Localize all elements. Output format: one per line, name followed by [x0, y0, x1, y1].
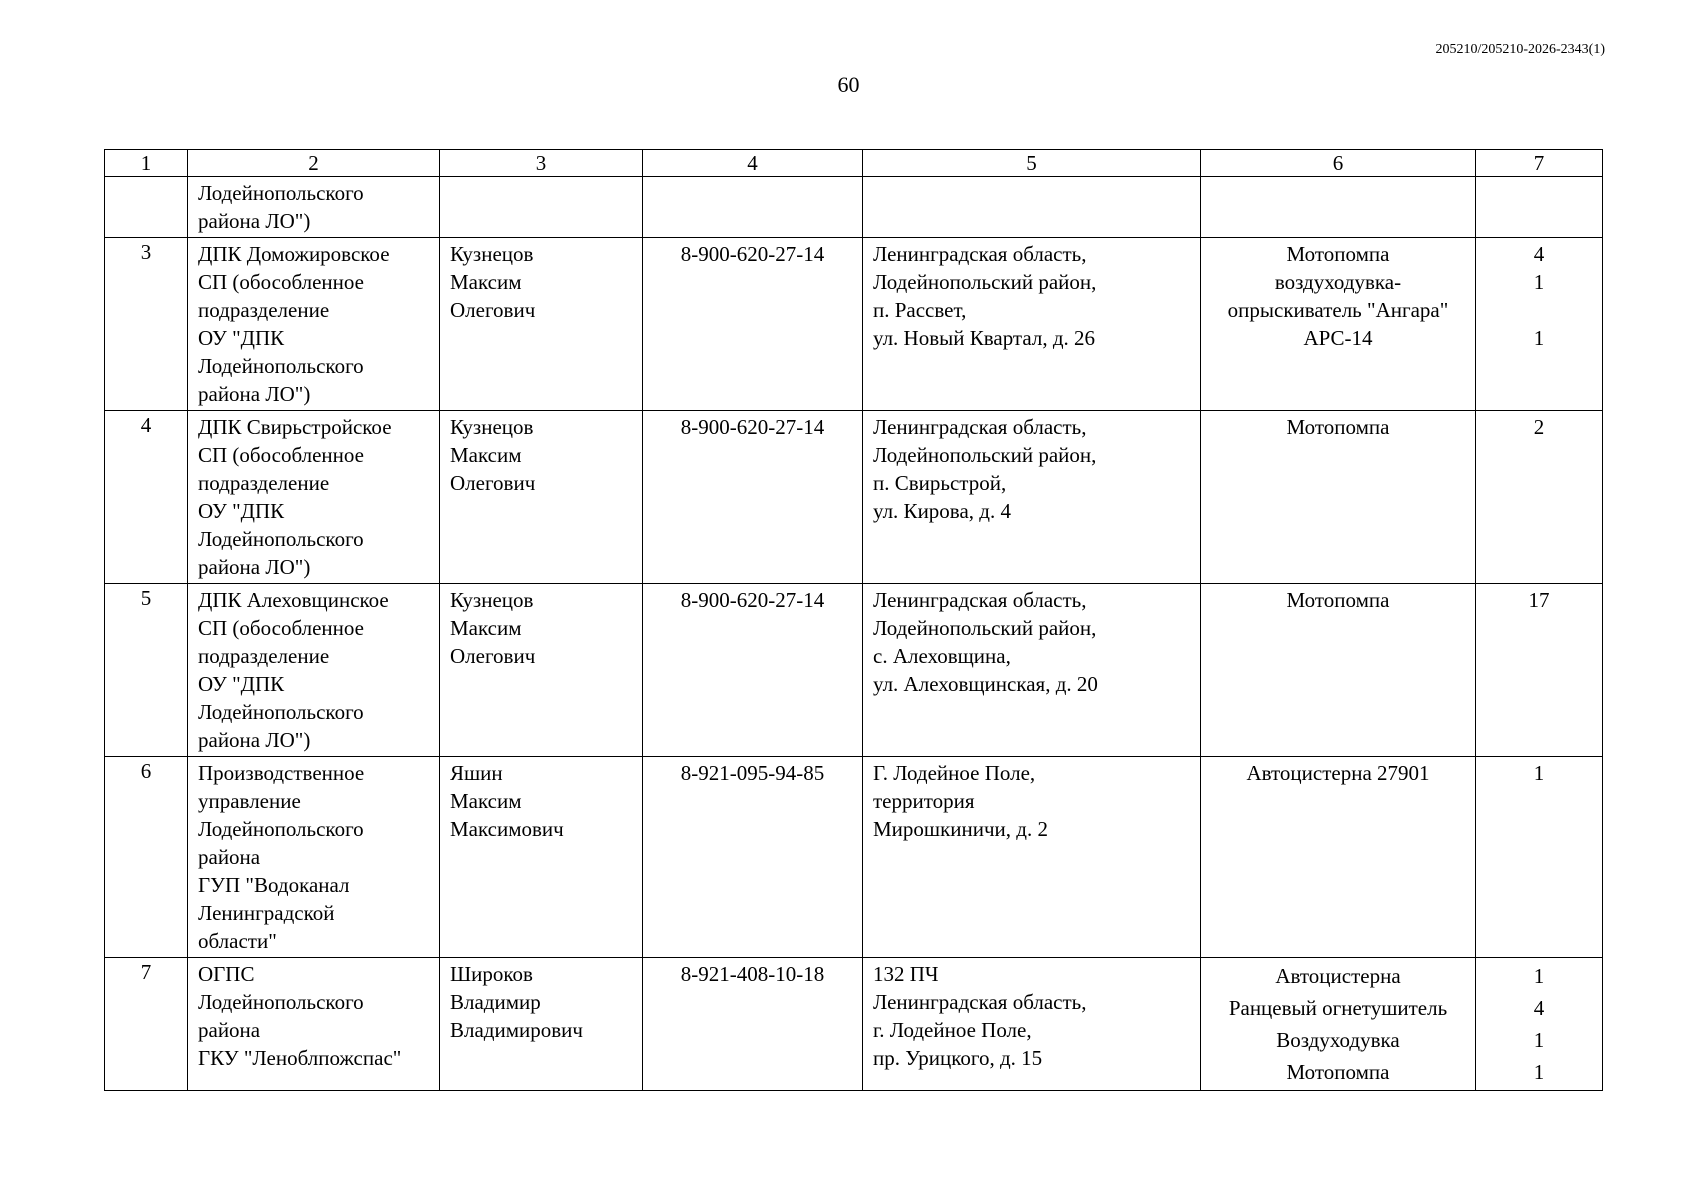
quantity-value: 1	[1533, 1060, 1545, 1084]
cell-line: Лодейнопольского	[198, 700, 364, 724]
address-cell	[863, 757, 1201, 958]
cell-line: Лодейнопольского	[198, 817, 364, 841]
cell-line: подразделение	[198, 471, 330, 495]
address-cell	[863, 411, 1201, 584]
responsible-cell	[440, 411, 643, 584]
cell-line: Мотопомпа	[1286, 588, 1390, 612]
quantity-cell	[1476, 958, 1603, 1091]
phone-number: 8-921-408-10-18	[680, 962, 825, 986]
responsible-cell	[440, 238, 643, 411]
cell-line: Владимирович	[450, 1018, 583, 1042]
responsible-cell	[440, 584, 643, 757]
organization-cell	[188, 411, 440, 584]
cell-line: Автоцистерна	[1275, 964, 1401, 988]
row-number-cell	[105, 584, 188, 757]
cell-line: с. Алеховщина,	[873, 644, 1011, 668]
cell-line: Олегович	[450, 644, 536, 668]
cell-line: Ленинградская область,	[873, 242, 1087, 266]
table-row	[105, 411, 1603, 584]
cell-line: района	[198, 845, 261, 869]
equipment-cell	[1201, 584, 1476, 757]
column-number: 6	[1201, 150, 1476, 177]
cell-line: Лодейнопольский район,	[873, 616, 1097, 640]
cell-line: подразделение	[198, 298, 330, 322]
cell-line: управление	[198, 789, 301, 813]
equipment-cell	[1201, 411, 1476, 584]
phone-cell	[643, 958, 863, 1091]
address-cell	[863, 958, 1201, 1091]
cell-line: Широков	[450, 962, 533, 986]
page-number: 60	[837, 72, 860, 97]
equipment-cell	[1201, 238, 1476, 411]
cell-line: Кузнецов	[450, 588, 534, 612]
cell-line: Автоцистерна 27901	[1246, 761, 1430, 785]
address-cell	[863, 584, 1201, 757]
cell-line: Производственное	[198, 761, 365, 785]
organization-cell	[188, 584, 440, 757]
equipment-table	[104, 149, 1603, 1091]
column-number: 2	[188, 150, 440, 177]
quantity-value: 4	[1533, 996, 1545, 1020]
cell-line: района ЛО")	[198, 382, 311, 406]
table-row	[105, 584, 1603, 757]
cell-line: п. Свирьстрой,	[873, 471, 1007, 495]
cell-line: ДПК Алеховщинское	[198, 588, 389, 612]
quantity-value: 2	[1533, 415, 1545, 439]
quantity-cell	[1476, 238, 1603, 411]
cell-line: района	[198, 1018, 261, 1042]
cell-line: Яшин	[450, 761, 503, 785]
quantity-value: 1	[1533, 761, 1545, 785]
organization-cell	[188, 238, 440, 411]
cell-line: Максим	[450, 616, 522, 640]
cell-line: ОУ "ДПК	[198, 499, 285, 523]
phone-number: 8-900-620-27-14	[680, 588, 825, 612]
cell-line: района ЛО")	[198, 209, 311, 233]
cell-line: Кузнецов	[450, 415, 534, 439]
cell-line: Олегович	[450, 471, 536, 495]
cell-line: Мотопомпа	[1286, 415, 1390, 439]
cell-line: ОУ "ДПК	[198, 326, 285, 350]
cell-line: подразделение	[198, 644, 330, 668]
row-number: 5	[140, 586, 152, 610]
table-row	[105, 757, 1603, 958]
cell-line: СП (обособленное	[198, 616, 364, 640]
cell-line: воздуходувка-	[1274, 270, 1402, 294]
phone-cell	[643, 411, 863, 584]
cell-line: п. Рассвет,	[873, 298, 967, 322]
cell-line: района ЛО")	[198, 555, 311, 579]
row-number-cell	[105, 238, 188, 411]
row-number-cell	[105, 958, 188, 1091]
cell-line: ул. Кирова, д. 4	[873, 499, 1011, 523]
cell-line: Ленинградской	[198, 901, 335, 925]
cell-line: Лодейнопольский район,	[873, 270, 1097, 294]
continuation-row	[105, 177, 1603, 238]
cell-line: Ранцевый огнетушитель	[1228, 996, 1448, 1020]
row-number: 6	[140, 759, 152, 783]
cell-line: Лодейнопольский район,	[873, 443, 1097, 467]
cell-line: Ленинградская область,	[873, 588, 1087, 612]
column-number: 7	[1476, 150, 1603, 177]
phone-cell	[643, 584, 863, 757]
cell-line: Владимир	[450, 990, 541, 1014]
cell-line: Лодейнопольского	[198, 354, 364, 378]
quantity-value: 1	[1533, 270, 1545, 294]
cell-line: ДПК Свирьстройское	[198, 415, 392, 439]
quantity-value: 1	[1533, 326, 1545, 350]
quantity-value: 1	[1533, 1028, 1545, 1052]
phone-cell	[643, 177, 863, 238]
column-number: 4	[643, 150, 863, 177]
cell-line: Лодейнопольского	[198, 527, 364, 551]
cell-line: Ленинградская область,	[873, 990, 1087, 1014]
cell-line: г. Лодейное Поле,	[873, 1018, 1032, 1042]
cell-line: СП (обособленное	[198, 270, 364, 294]
row-number-cell	[105, 177, 188, 238]
cell-line: Мотопомпа	[1286, 242, 1390, 266]
cell-line: ГУП "Водоканал	[198, 873, 350, 897]
cell-line: ГКУ "Леноблпожспас"	[198, 1046, 402, 1070]
address-cell	[863, 238, 1201, 411]
cell-line: ОУ "ДПК	[198, 672, 285, 696]
address-cell	[863, 177, 1201, 238]
cell-line: Олегович	[450, 298, 536, 322]
column-number-row	[105, 150, 1603, 177]
phone-cell	[643, 238, 863, 411]
phone-number: 8-900-620-27-14	[680, 242, 825, 266]
cell-line: ул. Новый Квартал, д. 26	[873, 326, 1096, 350]
row-number-cell	[105, 411, 188, 584]
responsible-cell	[440, 958, 643, 1091]
column-number: 5	[863, 150, 1201, 177]
row-number-cell	[105, 757, 188, 958]
quantity-cell	[1476, 757, 1603, 958]
cell-line: СП (обособленное	[198, 443, 364, 467]
cell-line: Воздуходувка	[1276, 1028, 1400, 1052]
quantity-cell	[1476, 411, 1603, 584]
cell-line: Мирошкиничи, д. 2	[873, 817, 1048, 841]
cell-line: ДПК Доможировское	[198, 242, 390, 266]
cell-line: Мотопомпа	[1286, 1060, 1390, 1084]
responsible-cell	[440, 757, 643, 958]
cell-line: Ленинградская область,	[873, 415, 1087, 439]
cell-line: пр. Урицкого, д. 15	[873, 1046, 1043, 1070]
cell-line: Максимович	[450, 817, 564, 841]
column-number: 3	[440, 150, 643, 177]
equipment-cell	[1201, 757, 1476, 958]
cell-line: Лодейнопольского	[198, 181, 364, 205]
cell-line: области"	[198, 929, 277, 953]
row-number: 3	[140, 240, 152, 264]
table-row	[105, 238, 1603, 411]
cell-line: Максим	[450, 443, 522, 467]
organization-cell	[188, 958, 440, 1091]
cell-line: Лодейнопольского	[198, 990, 364, 1014]
organization-cell	[188, 757, 440, 958]
organization-cell	[188, 177, 440, 238]
cell-line: Кузнецов	[450, 242, 534, 266]
phone-number: 8-921-095-94-85	[680, 761, 825, 785]
phone-cell	[643, 757, 863, 958]
cell-line: Максим	[450, 270, 522, 294]
quantity-cell	[1476, 584, 1603, 757]
quantity-value: 17	[1528, 588, 1550, 612]
phone-number: 8-900-620-27-14	[680, 415, 825, 439]
cell-line: района ЛО")	[198, 728, 311, 752]
quantity-value: 1	[1533, 964, 1545, 988]
cell-line: АРС-14	[1303, 326, 1373, 350]
row-number: 7	[140, 960, 152, 984]
document-id: 205210/205210-2026-2343(1)	[1435, 42, 1605, 57]
table-row	[105, 958, 1603, 1091]
equipment-cell	[1201, 177, 1476, 238]
cell-line: ОГПС	[198, 962, 255, 986]
cell-line: Максим	[450, 789, 522, 813]
quantity-value: 4	[1533, 242, 1545, 266]
row-number: 4	[140, 413, 152, 437]
equipment-cell	[1201, 958, 1476, 1091]
column-number: 1	[105, 150, 188, 177]
cell-line: Г. Лодейное Поле,	[873, 761, 1036, 785]
spacer	[1480, 296, 1598, 324]
cell-line: территория	[873, 789, 975, 813]
cell-line: опрыскиватель "Ангара"	[1227, 298, 1449, 322]
cell-line: ул. Алеховщинская, д. 20	[873, 672, 1098, 696]
responsible-cell	[440, 177, 643, 238]
quantity-cell	[1476, 177, 1603, 238]
cell-line: 132 ПЧ	[873, 962, 939, 986]
